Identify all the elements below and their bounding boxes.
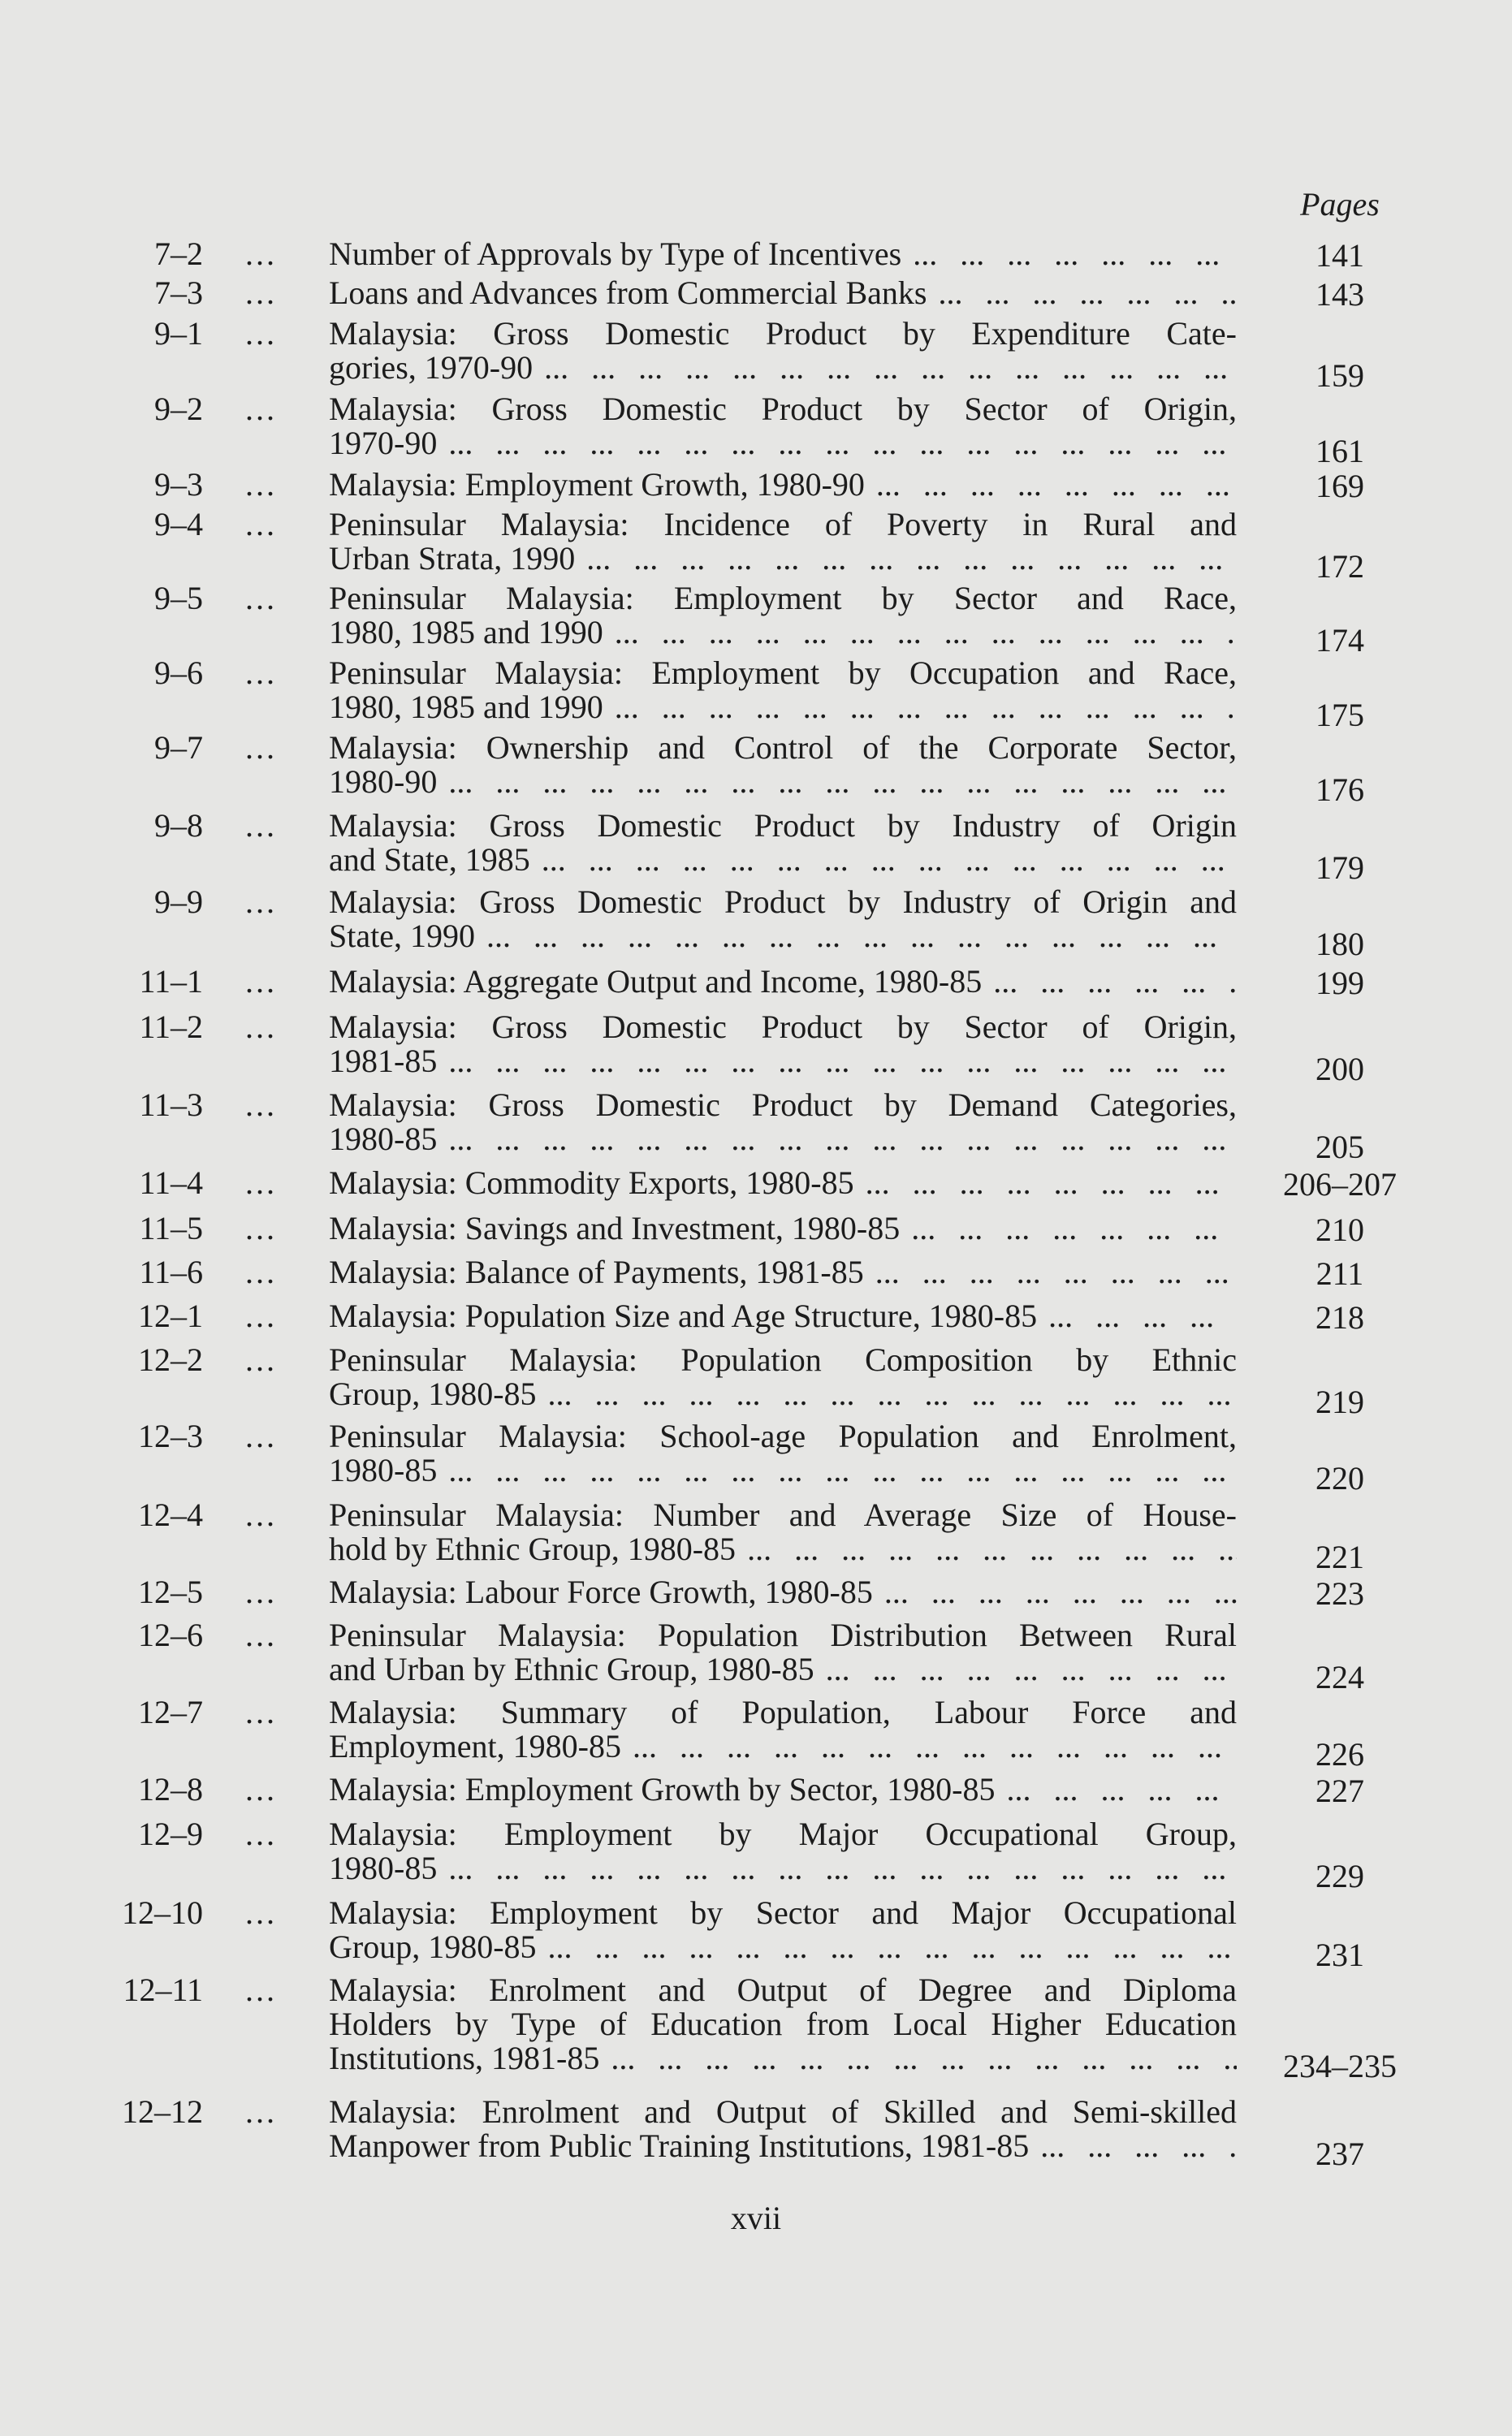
table-title [329, 1010, 1237, 1078]
table-number: 12–6 [138, 1617, 203, 1653]
table-title [329, 885, 1237, 953]
page-reference: 143 [1315, 276, 1364, 313]
number-leader-dots: ... [245, 1771, 277, 1808]
title-last-line [329, 1453, 1237, 1488]
leader-dots [448, 1851, 1237, 1885]
page-reference: 174 [1315, 622, 1364, 659]
title-line: Malaysia: Gross Domestic Product by Sector of Origin, [329, 391, 1237, 427]
leader-dots [544, 351, 1237, 385]
table-title [329, 1088, 1237, 1156]
table-number: 12–5 [138, 1574, 203, 1610]
table-title [329, 809, 1237, 877]
leader-dots [448, 765, 1237, 799]
title-line: Loans and Advances from Commercial Banks [329, 274, 927, 311]
title-line: State, 1990 [329, 918, 475, 954]
table-number: 9–7 [154, 729, 203, 766]
leader-dots [884, 1575, 1237, 1609]
page-reference: 169 [1315, 468, 1364, 504]
leader-dots [1007, 1773, 1238, 1807]
table-title [329, 1343, 1237, 1411]
table-title [329, 392, 1237, 460]
title-last-line [329, 2041, 1237, 2075]
number-leader-dots: ... [245, 2093, 277, 2130]
table-number: 12–2 [138, 1341, 203, 1378]
number-leader-dots: ... [245, 1694, 277, 1730]
title-line: Malaysia: Commodity Exports, 1980-85 [329, 1164, 854, 1201]
page-reference: 161 [1315, 433, 1364, 469]
title-line: Peninsular Malaysia: Employment by Occupation and Race, [329, 654, 1237, 691]
page-reference: 159 [1315, 357, 1364, 394]
number-leader-dots: ... [245, 235, 277, 272]
number-leader-dots: ... [245, 1298, 277, 1334]
leader-dots [875, 1255, 1237, 1289]
title-last-line [329, 468, 1237, 502]
table-number: 11–3 [139, 1086, 203, 1123]
table-number: 9–5 [154, 580, 203, 616]
number-leader-dots: ... [245, 1497, 277, 1533]
table-number: 12–1 [138, 1298, 203, 1334]
title-line: hold by Ethnic Group, 1980-85 [329, 1531, 737, 1567]
table-title [329, 468, 1237, 502]
table-title [329, 1575, 1237, 1609]
table-number: 12–12 [122, 2093, 203, 2130]
leader-dots [747, 1532, 1237, 1566]
leader-dots [615, 615, 1237, 650]
page-reference: 234–235 [1283, 2048, 1397, 2084]
title-line: Malaysia: Gross Domestic Product by Demand Categories, [329, 1086, 1237, 1123]
table-title [329, 1166, 1237, 1200]
number-leader-dots: ... [245, 1254, 277, 1290]
table-title [329, 1255, 1237, 1289]
title-line: Malaysia: Employment by Sector and Major Occupational [329, 1894, 1237, 1931]
table-title [329, 1419, 1237, 1488]
leader-dots [548, 1377, 1237, 1411]
leader-dots [826, 1652, 1237, 1687]
page-reference: 231 [1315, 1937, 1364, 1973]
number-leader-dots: ... [245, 580, 277, 616]
page-reference: 226 [1315, 1736, 1364, 1773]
page-reference: 211 [1315, 1255, 1364, 1292]
number-leader-dots: ... [245, 1418, 277, 1454]
page-reference: 179 [1315, 849, 1364, 886]
number-leader-dots: ... [245, 391, 277, 427]
number-leader-dots: ... [245, 1341, 277, 1378]
table-title [329, 965, 1237, 999]
table-number: 12–7 [138, 1694, 203, 1730]
title-line: Group, 1980-85 [329, 1929, 537, 1965]
title-line: Peninsular Malaysia: School-age Population and Enrolment, [329, 1418, 1237, 1454]
table-number: 11–2 [139, 1009, 203, 1045]
leader-dots [542, 843, 1237, 877]
page-reference: 237 [1315, 2136, 1364, 2172]
title-last-line [329, 1299, 1237, 1333]
title-last-line [329, 690, 1237, 724]
number-leader-dots: ... [245, 654, 277, 691]
table-title [329, 581, 1237, 650]
number-leader-dots: ... [245, 1972, 277, 2008]
page-reference: 200 [1315, 1051, 1364, 1087]
page-reference: 180 [1315, 926, 1364, 962]
title-line: Malaysia: Employment Growth, 1980-90 [329, 466, 865, 503]
title-last-line [329, 1851, 1237, 1885]
number-leader-dots: ... [245, 1816, 277, 1852]
leader-dots [611, 2041, 1237, 2075]
title-last-line [329, 1730, 1237, 1764]
table-title [329, 656, 1237, 724]
table-number: 11–4 [139, 1164, 203, 1201]
title-line: Malaysia: Summary of Population, Labour Force and [329, 1694, 1237, 1730]
title-last-line [329, 1212, 1237, 1246]
table-title [329, 1695, 1237, 1764]
page-reference: 223 [1315, 1575, 1364, 1612]
title-last-line [329, 1773, 1237, 1807]
page-reference: 206–207 [1283, 1166, 1397, 1203]
page-reference: 224 [1315, 1659, 1364, 1695]
title-line: Malaysia: Savings and Investment, 1980-85 [329, 1210, 901, 1246]
number-leader-dots: ... [245, 1086, 277, 1123]
table-number: 12–10 [122, 1894, 203, 1931]
title-last-line [329, 965, 1237, 999]
title-line: Malaysia: Gross Domestic Product by Industry of Origin and [329, 883, 1237, 920]
page-reference: 172 [1315, 548, 1364, 585]
pages-column-header: Pages [1300, 186, 1380, 222]
leader-dots [448, 1044, 1237, 1078]
number-leader-dots: ... [245, 883, 277, 920]
page-reference: 141 [1315, 237, 1364, 274]
title-last-line [329, 351, 1237, 385]
leader-dots [486, 919, 1237, 953]
title-line: Malaysia: Employment Growth by Sector, 1980-85 [329, 1771, 996, 1808]
table-number: 12–4 [138, 1497, 203, 1533]
table-number: 12–9 [138, 1816, 203, 1852]
page-reference: 220 [1315, 1460, 1364, 1497]
page-reference: 176 [1315, 771, 1364, 808]
title-line: 1970-90 [329, 425, 438, 461]
title-last-line [329, 426, 1237, 460]
table-title [329, 276, 1237, 310]
title-last-line [329, 1044, 1237, 1078]
title-line: 1980-85 [329, 1850, 438, 1886]
title-line: Peninsular Malaysia: Population Composition by Ethnic [329, 1341, 1237, 1378]
title-last-line [329, 237, 1237, 271]
table-title [329, 1973, 1237, 2075]
leader-dots [633, 1730, 1237, 1764]
table-number: 11–1 [139, 963, 203, 1000]
title-line: Malaysia: Balance of Payments, 1981-85 [329, 1254, 864, 1290]
table-number: 9–3 [154, 466, 203, 503]
title-line: Peninsular Malaysia: Number and Average Size of House- [329, 1497, 1237, 1533]
leader-dots [1048, 1299, 1237, 1333]
number-leader-dots: ... [245, 1894, 277, 1931]
leader-dots [913, 237, 1237, 271]
leader-dots [993, 965, 1237, 999]
leader-dots [448, 426, 1237, 460]
page-reference: 227 [1315, 1773, 1364, 1809]
page-reference: 199 [1315, 965, 1364, 1001]
title-line: 1980-90 [329, 763, 438, 800]
page-number: xvii [730, 2200, 782, 2236]
title-line: and Urban by Ethnic Group, 1980-85 [329, 1651, 814, 1687]
table-number: 9–8 [154, 807, 203, 844]
page-reference: 210 [1315, 1212, 1364, 1248]
table-title [329, 1212, 1237, 1246]
title-last-line [329, 765, 1237, 799]
leader-dots [448, 1122, 1237, 1156]
title-last-line [329, 1377, 1237, 1411]
title-last-line [329, 1575, 1237, 1609]
number-leader-dots: ... [245, 1164, 277, 1201]
title-line: 1980, 1985 and 1990 [329, 689, 603, 725]
title-last-line [329, 1166, 1237, 1200]
table-title [329, 237, 1237, 271]
page-reference: 218 [1315, 1299, 1364, 1336]
title-line: Peninsular Malaysia: Population Distribution Between Rural [329, 1617, 1237, 1653]
title-line: Malaysia: Enrolment and Output of Degree and Diploma [329, 1972, 1237, 2008]
table-title [329, 1498, 1237, 1566]
page-reference: 175 [1315, 697, 1364, 733]
table-number: 9–6 [154, 654, 203, 691]
title-line: Malaysia: Population Size and Age Structure, 1980-85 [329, 1298, 1038, 1334]
title-last-line [329, 2129, 1237, 2163]
title-line: Malaysia: Aggregate Output and Income, 1980-85 [329, 963, 983, 1000]
leader-dots [586, 542, 1237, 576]
title-last-line [329, 1255, 1237, 1289]
table-number: 9–2 [154, 391, 203, 427]
title-line: Malaysia: Employment by Major Occupational Group, [329, 1816, 1237, 1852]
table-number: 7–2 [154, 235, 203, 272]
table-title [329, 508, 1237, 576]
number-leader-dots: ... [245, 466, 277, 503]
title-last-line [329, 1652, 1237, 1687]
number-leader-dots: ... [245, 1009, 277, 1045]
title-last-line [329, 1532, 1237, 1566]
number-leader-dots: ... [245, 1617, 277, 1653]
title-line: 1980-85 [329, 1121, 438, 1157]
title-line: gories, 1970-90 [329, 349, 534, 386]
table-number: 12–3 [138, 1418, 203, 1454]
leader-dots [911, 1212, 1237, 1246]
number-leader-dots: ... [245, 1574, 277, 1610]
page-reference: 229 [1315, 1858, 1364, 1894]
table-title [329, 1896, 1237, 1964]
leader-dots [1040, 2129, 1237, 2163]
page-reference: 221 [1315, 1539, 1364, 1575]
title-line: Malaysia: Labour Force Growth, 1980-85 [329, 1574, 873, 1610]
leader-dots [938, 276, 1237, 310]
title-last-line [329, 843, 1237, 877]
title-line: 1981-85 [329, 1043, 438, 1079]
table-title [329, 2095, 1237, 2163]
title-line: Malaysia: Ownership and Control of the Corporate Sector, [329, 729, 1237, 766]
title-last-line [329, 919, 1237, 953]
page-reference: 219 [1315, 1384, 1364, 1420]
leader-dots [866, 1166, 1237, 1200]
table-title [329, 317, 1237, 385]
title-line: Malaysia: Gross Domestic Product by Sector of Origin, [329, 1009, 1237, 1045]
title-line: Malaysia: Gross Domestic Product by Expenditure Cate- [329, 315, 1237, 352]
leader-dots [615, 690, 1237, 724]
number-leader-dots: ... [245, 274, 277, 311]
title-line: and State, 1985 [329, 841, 530, 878]
table-number: 9–1 [154, 315, 203, 352]
title-line: Malaysia: Enrolment and Output of Skilled and Semi-skilled [329, 2093, 1237, 2130]
title-line: Manpower from Public Training Institutions, 1981-85 [329, 2127, 1030, 2164]
title-line: 1980, 1985 and 1990 [329, 614, 603, 650]
table-number: 7–3 [154, 274, 203, 311]
table-number: 12–11 [123, 1972, 203, 2008]
leader-dots [876, 468, 1237, 502]
table-title [329, 1817, 1237, 1885]
title-line: Peninsular Malaysia: Employment by Sector and Race, [329, 580, 1237, 616]
title-last-line [329, 1122, 1237, 1156]
page-reference: 205 [1315, 1129, 1364, 1165]
title-line: Peninsular Malaysia: Incidence of Poverty in Rural and [329, 506, 1237, 542]
table-title [329, 731, 1237, 799]
table-number: 9–9 [154, 883, 203, 920]
table-number: 9–4 [154, 506, 203, 542]
title-last-line [329, 615, 1237, 650]
number-leader-dots: ... [245, 315, 277, 352]
title-last-line [329, 542, 1237, 576]
number-leader-dots: ... [245, 1210, 277, 1246]
leader-dots [448, 1453, 1237, 1488]
table-title [329, 1618, 1237, 1687]
title-last-line [329, 276, 1237, 310]
title-line: Urban Strata, 1990 [329, 540, 576, 577]
title-line: Number of Approvals by Type of Incentives [329, 235, 902, 272]
leader-dots [548, 1930, 1237, 1964]
number-leader-dots: ... [245, 506, 277, 542]
number-leader-dots: ... [245, 807, 277, 844]
title-line: 1980-85 [329, 1452, 438, 1488]
table-title [329, 1773, 1237, 1807]
number-leader-dots: ... [245, 963, 277, 1000]
title-line: Institutions, 1981-85 [329, 2040, 600, 2076]
title-last-line [329, 1930, 1237, 1964]
number-leader-dots: ... [245, 729, 277, 766]
table-number: 12–8 [138, 1771, 203, 1808]
title-line: Holders by Type of Education from Local Higher Education [329, 2006, 1237, 2042]
title-line: Malaysia: Gross Domestic Product by Industry of Origin [329, 807, 1237, 844]
title-line: Employment, 1980-85 [329, 1728, 621, 1764]
title-line: Group, 1980-85 [329, 1376, 537, 1412]
table-number: 11–6 [139, 1254, 203, 1290]
table-number: 11–5 [139, 1210, 203, 1246]
table-title [329, 1299, 1237, 1333]
